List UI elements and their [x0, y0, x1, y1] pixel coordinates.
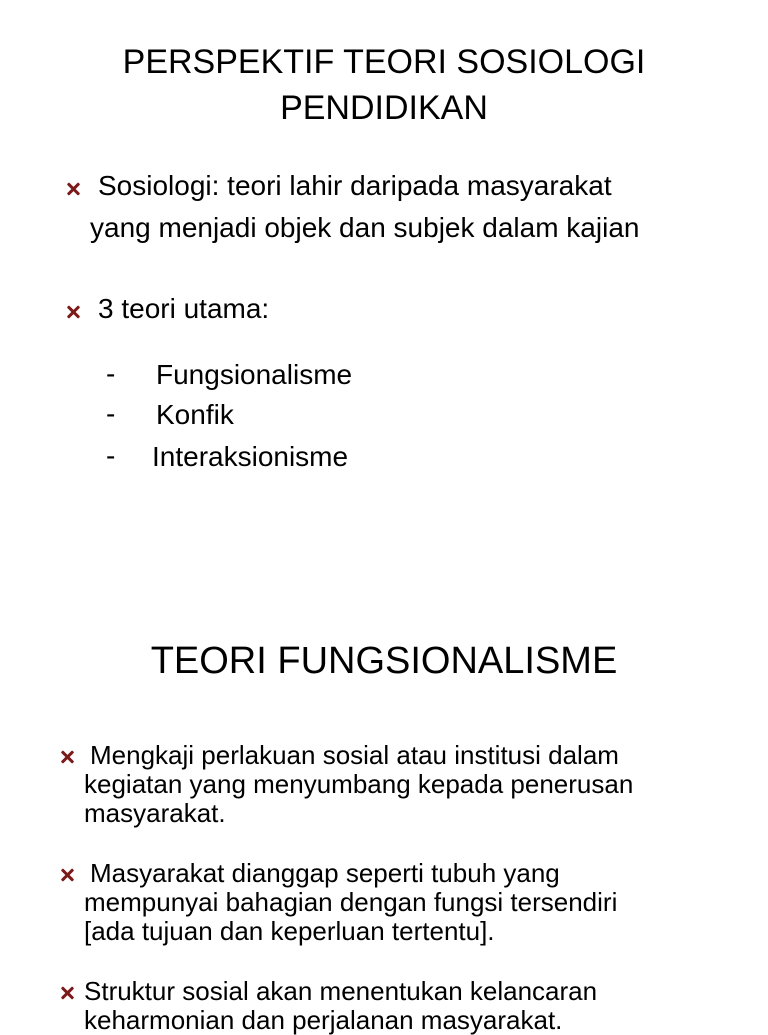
slide2-bullet2-line: [ada tujuan dan keperluan tertentu].	[84, 916, 495, 946]
slide2-bullet2-line: mempunyai bahagian dengan fungsi tersendiri	[84, 887, 618, 917]
theory-dash: -	[106, 398, 116, 429]
slide1-bullet1-line1: Sosiologi: teori lahir daripada masyarakat	[98, 170, 612, 201]
slide1-title	[0, 40, 768, 132]
slide2-bullet3-line: Struktur sosial akan menentukan kelancaran	[84, 976, 598, 1006]
slide2-bullet2-line: Masyarakat dianggap seperti tubuh yang	[90, 858, 560, 888]
slide1-bullet1-line2: yang menjadi objek dan subjek dalam kajian	[90, 212, 640, 243]
slide1-bullet2: 3 teori utama:	[98, 293, 270, 324]
slide2-bullet1-line: Mengkaji perlakuan sosial atau institusi dalam	[90, 740, 619, 770]
theory-item: Konfik	[156, 399, 234, 430]
slide2-bullet1-line: kegiatan yang menyumbang kepada penerusan	[84, 769, 634, 799]
cross-bullet-icon	[66, 305, 80, 319]
theory-dash: -	[106, 440, 116, 471]
slide2-bullet3-line: keharmonian dan perjalanan masyarakat.	[84, 1005, 563, 1035]
theory-item: Fungsionalisme	[156, 359, 353, 390]
theory-item: Interaksionisme	[152, 441, 349, 472]
slide1-title-line2: PENDIDIKAN	[280, 89, 488, 127]
slide2-bullet1-line: masyarakat.	[84, 798, 226, 828]
cross-bullet-icon	[66, 182, 80, 196]
theory-dash: -	[106, 358, 116, 389]
cross-bullet-icon	[60, 868, 74, 882]
slide1-title-line1: PERSPEKTIF TEORI SOSIOLOGI	[122, 43, 646, 81]
cross-bullet-icon	[60, 986, 74, 1000]
cross-bullet-icon	[60, 750, 74, 764]
slide2-title: TEORI FUNGSIONALISME	[150, 640, 618, 682]
